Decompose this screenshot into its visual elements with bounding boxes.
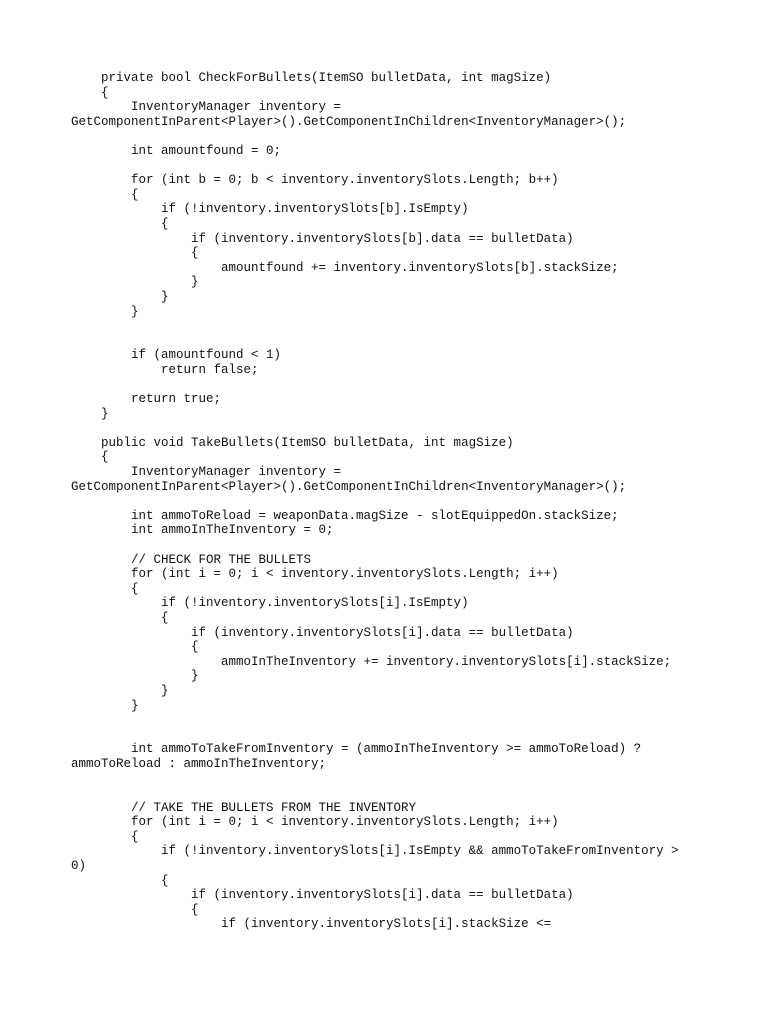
code-line: private bool CheckForBullets(ItemSO bulletData, int magSize): [71, 71, 552, 85]
code-line: GetComponentInParent<Player>().GetComponentInChildren<InventoryManager>();: [71, 114, 627, 129]
code-line: if (inventory.inventorySlots[b].data == bulletData): [71, 231, 574, 246]
code-line: [71, 377, 711, 392]
code-line: if (!inventory.inventorySlots[i].IsEmpty): [71, 596, 469, 611]
code-line: // CHECK FOR THE BULLETS: [71, 552, 312, 567]
code-line: InventoryManager inventory =: [71, 465, 342, 480]
code-line: if (!inventory.inventorySlots[b].IsEmpty): [71, 202, 469, 217]
code-line: InventoryManager inventory =: [71, 100, 342, 115]
code-line: ammoToReload : ammoInTheInventory;: [71, 756, 327, 771]
code-line: [71, 319, 711, 334]
code-line: int amountfound = 0;: [71, 143, 282, 158]
code-line: }: [71, 669, 199, 684]
code-line: }: [71, 406, 109, 421]
code-line: {: [71, 873, 169, 888]
code-line: return false;: [71, 362, 259, 377]
code-line: return true;: [71, 392, 222, 407]
code-line: // TAKE THE BULLETS FROM THE INVENTORY: [71, 800, 417, 815]
code-line: [71, 421, 711, 436]
code-line: [71, 772, 711, 787]
code-line: {: [71, 640, 199, 655]
code-line: {: [71, 610, 169, 625]
code-line: 0): [71, 859, 87, 874]
code-line: [71, 538, 711, 553]
code-listing: [71, 71, 711, 932]
code-line: GetComponentInParent<Player>().GetComponentInChildren<InventoryManager>();: [71, 479, 627, 494]
code-line: int ammoInTheInventory = 0;: [71, 523, 334, 538]
code-line: {: [71, 581, 139, 596]
code-line: [71, 713, 711, 728]
code-line: {: [71, 829, 139, 844]
code-line: if (inventory.inventorySlots[i].data == bulletData): [71, 888, 574, 903]
code-line: if (inventory.inventorySlots[i].stackSize <=: [71, 917, 552, 932]
code-line: }: [71, 698, 139, 713]
code-line: }: [71, 304, 139, 319]
code-line: for (int b = 0; b < inventory.inventorySlots.Length; b++): [71, 173, 559, 188]
code-line: {: [71, 85, 109, 100]
code-line: {: [71, 216, 169, 231]
code-line: [71, 728, 711, 743]
code-line: [71, 334, 711, 349]
code-line: [71, 159, 711, 174]
code-line: amountfound += inventory.inventorySlots[b].stackSize;: [71, 260, 619, 275]
code-line: {: [71, 450, 109, 465]
code-line: int ammoToTakeFromInventory = (ammoInTheInventory >= ammoToReload) ?: [71, 742, 642, 757]
code-line: }: [71, 275, 199, 290]
code-line: for (int i = 0; i < inventory.inventorySlots.Length; i++): [71, 815, 559, 830]
code-line: [71, 494, 711, 509]
code-line: if (amountfound < 1): [71, 348, 282, 363]
code-line: [71, 786, 711, 801]
code-line: if (!inventory.inventorySlots[i].IsEmpty && ammoToTakeFromInventory >: [71, 844, 679, 859]
code-line: {: [71, 246, 199, 261]
code-line: if (inventory.inventorySlots[i].data == bulletData): [71, 625, 574, 640]
code-line: }: [71, 683, 169, 698]
code-line: for (int i = 0; i < inventory.inventorySlots.Length; i++): [71, 567, 559, 582]
code-line: }: [71, 289, 169, 304]
code-line: [71, 129, 711, 144]
code-line: public void TakeBullets(ItemSO bulletData, int magSize): [71, 435, 514, 450]
code-line: {: [71, 902, 199, 917]
code-line: ammoInTheInventory += inventory.inventorySlots[i].stackSize;: [71, 654, 672, 669]
code-line: {: [71, 187, 139, 202]
code-line: int ammoToReload = weaponData.magSize - slotEquippedOn.stackSize;: [71, 508, 619, 523]
